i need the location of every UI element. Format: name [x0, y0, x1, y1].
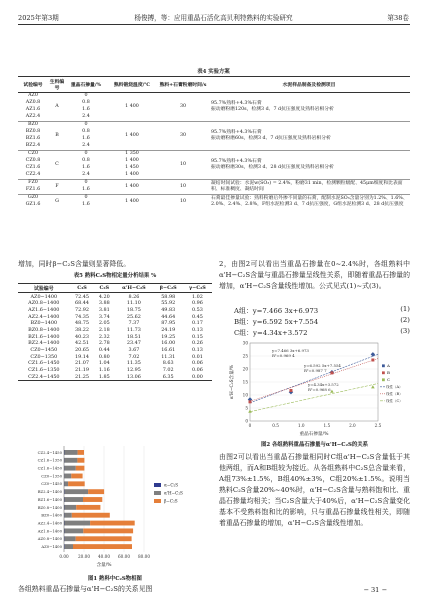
prep-description: 95.7%熟料+4.3%石膏 振动磨粉磨30s，检测3 d、28 d抗压强度及熟料岩相分析 — [208, 150, 410, 179]
barite-dosage: 0 — [84, 93, 88, 99]
phase-value: 0.45 — [191, 313, 203, 320]
category-label: BZ0.8−1400 — [37, 504, 62, 510]
equation-c-number: (3) — [400, 327, 410, 335]
sample-id: CZ0−1450 — [30, 347, 58, 354]
experiment-id: CZ0.8 — [25, 158, 41, 164]
grinding-time: 30 — [179, 103, 187, 109]
phase-value: 0.15 — [191, 333, 203, 340]
grinding-time: 10 — [158, 150, 208, 179]
category-label: CZ2.4−1450 — [37, 449, 62, 455]
table5-header: 试验编号 — [18, 284, 70, 293]
phase-value: 21.07 — [74, 360, 89, 367]
table5-row — [18, 313, 212, 320]
phase-value: 2.05 — [98, 320, 110, 327]
sample-id: AZ0.8−1400 — [28, 300, 60, 307]
table5-row — [18, 373, 212, 380]
x-tick-label: 2.0 — [349, 423, 356, 428]
phase-value: 38.22 — [74, 326, 89, 333]
x-tick-label: 2.5 — [374, 423, 382, 428]
table4-row — [18, 92, 410, 99]
barite-dosage: 1.6 — [82, 165, 90, 171]
phase-value: 1.85 — [98, 373, 110, 380]
experiment-id: GZ0 — [18, 194, 48, 201]
raw-meal-id: G — [48, 194, 66, 208]
left-intro-text: 增加，同时β−C₂S含量则显著降低。 — [18, 260, 131, 268]
fit-annotation: y=7.466 3x+6.973 — [272, 348, 309, 353]
bar-segment — [83, 497, 102, 502]
phase-value: 11.10 — [126, 300, 141, 307]
grinding-time: 10 — [158, 194, 208, 208]
y-tick-label: 10 — [242, 392, 248, 398]
phase-value: 0.80 — [98, 353, 110, 360]
phase-value: 1.16 — [98, 367, 110, 374]
table4-caption: 表4 实验方案 — [197, 69, 230, 75]
bar-segment — [64, 513, 71, 518]
raw-meal-id: F — [48, 179, 66, 194]
phase-value: 3.88 — [98, 300, 110, 307]
phase-value: 19.25 — [161, 333, 176, 340]
category-label: CZ0−1350 — [41, 473, 62, 479]
equation-a: A组：y=7.466 3x+6.973 — [234, 307, 319, 315]
phase-value: 13.06 — [126, 373, 141, 380]
data-point — [371, 385, 375, 388]
table5-header: C₃S — [70, 284, 95, 293]
phase-value: 40.23 — [74, 333, 89, 340]
experiment-id: BZ2.4 — [25, 143, 41, 149]
category-label: CZ1.6−1350 — [37, 457, 62, 463]
bar-segment — [64, 458, 77, 463]
phase-value: 8.26 — [128, 293, 140, 300]
calcination-temp: 1 450 — [125, 165, 139, 171]
phase-value: 0.96 — [191, 300, 203, 307]
data-point — [289, 389, 292, 392]
table4-header: 熟料锻烧温度/℃ — [106, 78, 158, 92]
experiment-id: AZ0 — [28, 93, 38, 99]
phase-value: 49.83 — [161, 306, 176, 313]
experiment-id: AZ0.8 — [25, 100, 41, 106]
legend-label: α−C₂S — [164, 482, 179, 488]
header-rule — [18, 24, 410, 25]
table5-header: β−C₂S — [154, 284, 183, 293]
sample-id: BZ2.4−1400 — [28, 340, 60, 347]
sample-id: BZ1.6−1400 — [28, 333, 60, 340]
phase-value: 6.35 — [162, 373, 174, 380]
bar-segment — [64, 466, 75, 471]
experiment-id: CZ0 — [18, 150, 48, 157]
legend-label: A — [387, 363, 390, 368]
legend-marker — [382, 378, 385, 381]
bar-segment — [65, 489, 89, 494]
calcination-temp: 1 400 — [125, 158, 139, 164]
barite-dosage: 0 — [66, 150, 106, 157]
table5-row — [18, 333, 212, 340]
barite-dosage: 0.8 — [82, 158, 90, 164]
bar-segment — [78, 450, 84, 455]
bar-segment — [65, 528, 84, 533]
experiment-id: CZ1.6 — [25, 165, 41, 171]
category-label: CZ0−1450 — [41, 481, 62, 487]
barite-dosage: 0.8 — [82, 129, 90, 135]
bar-segment — [68, 481, 85, 486]
running-title: 杨俊搏，等：应用重晶石活化高贝利特熟料的实验研究 — [134, 14, 293, 22]
legend-swatch — [154, 491, 161, 495]
phase-value: 0.53 — [191, 306, 203, 313]
prep-description: 石膏最佳掺量试验：熟料粉磨后外掺不同量的石膏，配制水泥SO₃含量分别为1.2%、1.6%、2.0%、2.4%、2.8%，F组水泥检测3 d、7 d抗压强度，G组水泥检测3 d、28 d抗压强度 — [208, 194, 410, 208]
issue-label: 2025年第3期 — [18, 14, 59, 22]
phase-value: 87.95 — [161, 320, 176, 327]
phase-value: 18.51 — [126, 333, 141, 340]
barite-dosage: 0 — [66, 179, 106, 186]
experiment-id: AZ1.6 — [25, 107, 41, 113]
phase-value: 72.45 — [74, 293, 89, 300]
x-axis-label: 重晶石掺量/% — [299, 432, 329, 437]
fit-annotation: y=4.34x+3.572 — [308, 382, 339, 387]
calcination-temp: 1 400 — [125, 103, 139, 109]
table4-header-row — [18, 78, 410, 92]
phase-value: 42.51 — [74, 340, 89, 347]
right-paragraph-1: 2，由图2可以看出当重晶石掺量在0~2.4%时，各组熟料中α'H−C₂S含量与重晶石掺量呈线性关系，即随着重晶石掺量的增加，α'H−C₂S含量线性增加。公式见式(1)~式(3)。 — [219, 260, 410, 290]
bar-segment — [64, 481, 68, 486]
category-label: BZ0−1400 — [41, 512, 62, 518]
right-paragraph-2: 由图2可以看出当重晶石掺量相同时C组α'H−C₂S含量低于其他两组，而A和B组较为接近。从各组熟料中C₂S总含量来看，A组73%±1.5%，B组40%±3%，C组20%±1.5%。说明当熟料C₂S含量20%~40%时，α'H−C₂S含量与熟料饱和比、重晶石掺量均相关；当C₂S含量大于40%后，α'H−C₂S含量变化基本不受熟料饱和比的影响，只与重晶石掺量线性相关，即随着重晶石掺量的增加，α'H−C₂S含量线性增加。 — [219, 453, 410, 527]
legend-label: B — [387, 370, 390, 375]
phase-value: 3.67 — [128, 347, 140, 354]
bar-segment — [76, 505, 100, 510]
bar-segment — [65, 505, 77, 510]
data-point — [371, 358, 374, 361]
prep-description: 凝结时间试验：水泥w(SO₃) = 2.4%，粉磨31 min，检测颗粒级配、45μm细度和比表面积、标准稠度、凝结时间 — [208, 179, 410, 194]
phase-value: 55.92 — [161, 300, 176, 307]
table4-row — [18, 179, 410, 186]
equation-c: C组：y=4.34x+3.572 — [234, 329, 308, 337]
category-label: BZ1.6−1400 — [37, 496, 62, 502]
table5-header: C₂S — [94, 284, 114, 293]
category-label: AZ1.6−1400 — [37, 528, 62, 534]
x-tick-label: 1.5 — [323, 423, 331, 428]
barite-dosage: 0 — [66, 121, 106, 128]
prep-description: 95.7%熟料+4.3%石膏 振动磨粉磨120s，检测3 d、7 d抗压强度及熟料岩相分析 — [211, 100, 334, 112]
table5-header: γ−C₂S — [183, 284, 212, 293]
category-label: CZ1.6−1450 — [37, 465, 62, 471]
phase-value: 7.37 — [128, 320, 140, 327]
barite-dosage: 0.8 — [82, 100, 90, 106]
legend-swatch — [154, 483, 161, 487]
phase-value: 21.25 — [74, 373, 89, 380]
phase-value: 44.64 — [161, 313, 176, 320]
phase-value: 0.13 — [191, 347, 203, 354]
barite-dosage: 2.4 — [82, 143, 90, 149]
legend-swatch — [154, 499, 161, 503]
phase-value: 20.65 — [74, 347, 89, 354]
experiment-id: BZ0 — [18, 121, 48, 128]
bar-segment — [76, 536, 132, 541]
sample-id: AZ0−1400 — [30, 293, 58, 300]
x-tick-label: 20.00 — [78, 554, 90, 559]
fit-annotation: R²=0.987 7 — [304, 368, 327, 373]
raw-meal-id: C — [48, 150, 66, 179]
fit-annotation: R²=0.968 6 — [308, 387, 331, 392]
legend-label: C — [387, 377, 391, 382]
phase-value: 11.35 — [126, 360, 141, 367]
phase-value: 19.14 — [74, 353, 89, 360]
sample-id: AZ1.6−1400 — [28, 306, 60, 313]
phase-value: 2.32 — [98, 333, 110, 340]
phase-value: 11.73 — [126, 326, 141, 333]
phase-value: 21.19 — [74, 367, 89, 374]
phase-value: 8.63 — [162, 360, 174, 367]
phase-value: 2.78 — [98, 340, 110, 347]
phase-value: 16.00 — [161, 340, 176, 347]
phase-value: 12.95 — [126, 367, 141, 374]
phase-value: 0.17 — [191, 320, 203, 327]
phase-value: 3.74 — [98, 313, 110, 320]
data-point — [249, 400, 252, 403]
fig1-caption: 图1 熟料中C₂S物相图 — [88, 576, 142, 582]
calcination-temp: 1 350 — [106, 150, 158, 157]
legend-label: 线性（C） — [386, 399, 403, 403]
experiment-id: CZ2.4 — [25, 172, 41, 178]
category-label: AZ0.8−1400 — [37, 536, 62, 542]
data-point — [330, 371, 333, 374]
phase-value: 72.92 — [74, 306, 89, 313]
phase-value: 48.75 — [74, 320, 89, 327]
phase-value: 58.98 — [161, 293, 176, 300]
raw-meal-id: A — [55, 103, 59, 109]
table5-row — [18, 340, 212, 347]
phase-value: 23.47 — [126, 340, 141, 347]
phase-value: 0.13 — [191, 326, 203, 333]
volume-label: 第38卷 — [387, 14, 409, 22]
table5-row — [18, 320, 212, 327]
phase-value: 7.02 — [162, 367, 174, 374]
raw-meal-id: B — [48, 121, 66, 150]
table5-header: α'H−C₂S — [114, 284, 153, 293]
equation-b: B组：y=6.592 5x+7.554 — [234, 318, 319, 326]
sample-id: CZ1.6−1350 — [28, 367, 60, 374]
x-axis-label: 含量/% — [96, 563, 112, 568]
phase-value: 11.31 — [161, 353, 176, 360]
table5-row — [18, 353, 212, 360]
trend-line — [250, 354, 378, 403]
table4-row — [18, 194, 410, 201]
legend-marker — [382, 371, 385, 374]
phase-value: 1.02 — [191, 293, 203, 300]
sample-id: CZ2.4−1450 — [28, 373, 60, 380]
x-tick-label: 0.00 — [59, 554, 69, 559]
bar-segment — [72, 513, 110, 518]
x-tick-label: 0 — [248, 423, 252, 428]
y-tick-label: 0 — [245, 418, 248, 424]
experiment-id: BZ1.6 — [25, 136, 41, 142]
table4-header: 重晶石掺量/% — [66, 78, 106, 92]
table4-row — [18, 121, 410, 128]
phase-value: 0.06 — [191, 367, 203, 374]
data-point — [330, 390, 334, 393]
calcination-temp: 1 400 — [125, 172, 139, 178]
y-tick-label: 15 — [242, 379, 248, 385]
phase-value: 3.81 — [98, 306, 110, 313]
sample-id: BZ0−1400 — [30, 320, 58, 327]
table5-row — [18, 360, 212, 367]
table4-header: 熟料+石膏粉磨时间/s — [158, 78, 208, 92]
sample-id: CZ1.6−1450 — [28, 360, 60, 367]
equation-a-number: (1) — [400, 305, 410, 313]
phase-value: 0.01 — [191, 353, 203, 360]
y-tick-label: 25 — [242, 353, 248, 359]
table5-row — [18, 300, 212, 307]
barite-dosage: 1.6 — [82, 187, 90, 193]
bar-segment — [88, 489, 104, 494]
fit-annotation: R²=0.969 4 — [272, 353, 295, 358]
phase-value: 16.61 — [161, 347, 176, 354]
equation-b-number: (2) — [400, 316, 410, 324]
y-tick-label: 20 — [242, 366, 248, 372]
left-tail-text: 各组熟料重晶石掺量与α'H−C₂S的关系见图 — [18, 585, 153, 593]
sample-id: AZ2.4−1400 — [28, 313, 60, 320]
bar-segment — [77, 458, 84, 463]
table5-header-row — [18, 284, 212, 293]
table5-row — [18, 367, 212, 374]
x-tick-label: 80.00 — [138, 554, 150, 559]
table4-header: 生料编号 — [49, 79, 65, 91]
barite-dosage: 2.4 — [82, 114, 90, 120]
phase-value: 7.02 — [128, 353, 140, 360]
sample-id: CZ0−1350 — [30, 353, 58, 360]
category-label: AZ0−1400 — [41, 543, 62, 549]
phase-value: 25.62 — [126, 313, 141, 320]
phase-value: 0.26 — [191, 340, 203, 347]
calcination-temp: 1 400 — [106, 121, 158, 150]
calcination-temp: 1 400 — [106, 194, 158, 208]
barite-c2s-scatter-chart — [228, 337, 404, 439]
barite-dosage: 1.6 — [82, 107, 90, 113]
c2s-phase-bar-chart — [18, 440, 212, 574]
calcination-temp: 1 400 — [106, 179, 158, 194]
table5-row — [18, 327, 212, 334]
barite-dosage: 2.4 — [82, 172, 90, 178]
table4-header: 水泥样品制备及检测项目 — [208, 78, 410, 92]
page-number: − 31 − — [363, 586, 387, 594]
category-label: BZ2.4−1400 — [37, 489, 62, 495]
y-axis-label: α'H−C₂S含量/% — [230, 364, 235, 400]
experiment-id: FZ1.6 — [25, 187, 41, 193]
table5-row — [18, 347, 212, 354]
phase-value: 4.20 — [98, 293, 110, 300]
bar-segment — [83, 528, 133, 533]
experiment-id: GZ1.6 — [25, 202, 41, 208]
experiment-id: FZ0 — [18, 179, 48, 186]
bar-segment — [65, 497, 84, 502]
bar-segment — [90, 521, 135, 526]
sample-id: BZ0.8−1400 — [28, 326, 60, 333]
category-label: AZ2.4−1400 — [37, 520, 62, 526]
barite-dosage: 0 — [66, 194, 106, 201]
phase-value: 74.35 — [74, 313, 89, 320]
experiment-id: BZ0.8 — [25, 129, 41, 135]
phase-value: 0.44 — [98, 347, 110, 354]
legend-marker — [382, 364, 385, 367]
experiment-id: AZ2.4 — [25, 114, 41, 120]
table4-header: 试验编号 — [18, 78, 48, 92]
phase-value: 0.06 — [191, 360, 203, 367]
x-tick-label: 0.5 — [272, 423, 279, 428]
bar-segment — [65, 544, 73, 549]
legend-label: 线性（A） — [386, 385, 403, 389]
bar-segment — [64, 474, 71, 479]
bar-segment — [65, 521, 91, 526]
y-tick-label: 5 — [245, 405, 248, 411]
table5-row — [18, 307, 212, 314]
table4-top-rule — [18, 76, 410, 77]
fig2-caption: 图2 各组熟料重晶石掺量与α'H−C₂S的关系 — [260, 442, 369, 448]
experiment-plan-table — [18, 78, 410, 209]
c2s-phase-table — [18, 283, 212, 381]
bar-segment — [71, 474, 82, 479]
bar-segment — [76, 466, 85, 471]
phase-value: 68.44 — [74, 300, 89, 307]
phase-value: 0.00 — [191, 373, 203, 380]
bar-segment — [65, 536, 76, 541]
table5-caption: 表5 熟料C₂S物相定量分析结果 % — [73, 273, 157, 279]
grinding-time: 30 — [158, 121, 208, 150]
barite-dosage: 1.6 — [82, 202, 90, 208]
table5-row — [18, 293, 212, 300]
legend-label: α'H−C₂S — [164, 490, 183, 496]
x-tick-label: 40.00 — [98, 554, 110, 559]
legend-label: 线性（B） — [386, 392, 403, 396]
phase-value: 1.04 — [98, 360, 110, 367]
y-tick-label: 30 — [242, 340, 248, 346]
x-tick-label: 60.00 — [118, 554, 130, 559]
fit-annotation: y=6.592 5x+7.554 — [304, 363, 341, 368]
bar-segment — [73, 544, 132, 549]
phase-value: 2.18 — [98, 326, 110, 333]
barite-dosage: 1.6 — [82, 136, 90, 142]
grinding-time: 10 — [158, 179, 208, 194]
bar-segment — [65, 450, 78, 455]
prep-description: 95.7%熟料+4.3%石膏 振动磨粉磨60s，检测3 d、7 d抗压强度及熟料岩相分析 — [208, 121, 410, 150]
legend-label: β−C₂S — [164, 498, 178, 504]
phase-value: 24.19 — [161, 326, 176, 333]
table4-row — [18, 150, 410, 157]
phase-value: 18.75 — [126, 306, 141, 313]
x-tick-label: 1.0 — [297, 423, 305, 428]
